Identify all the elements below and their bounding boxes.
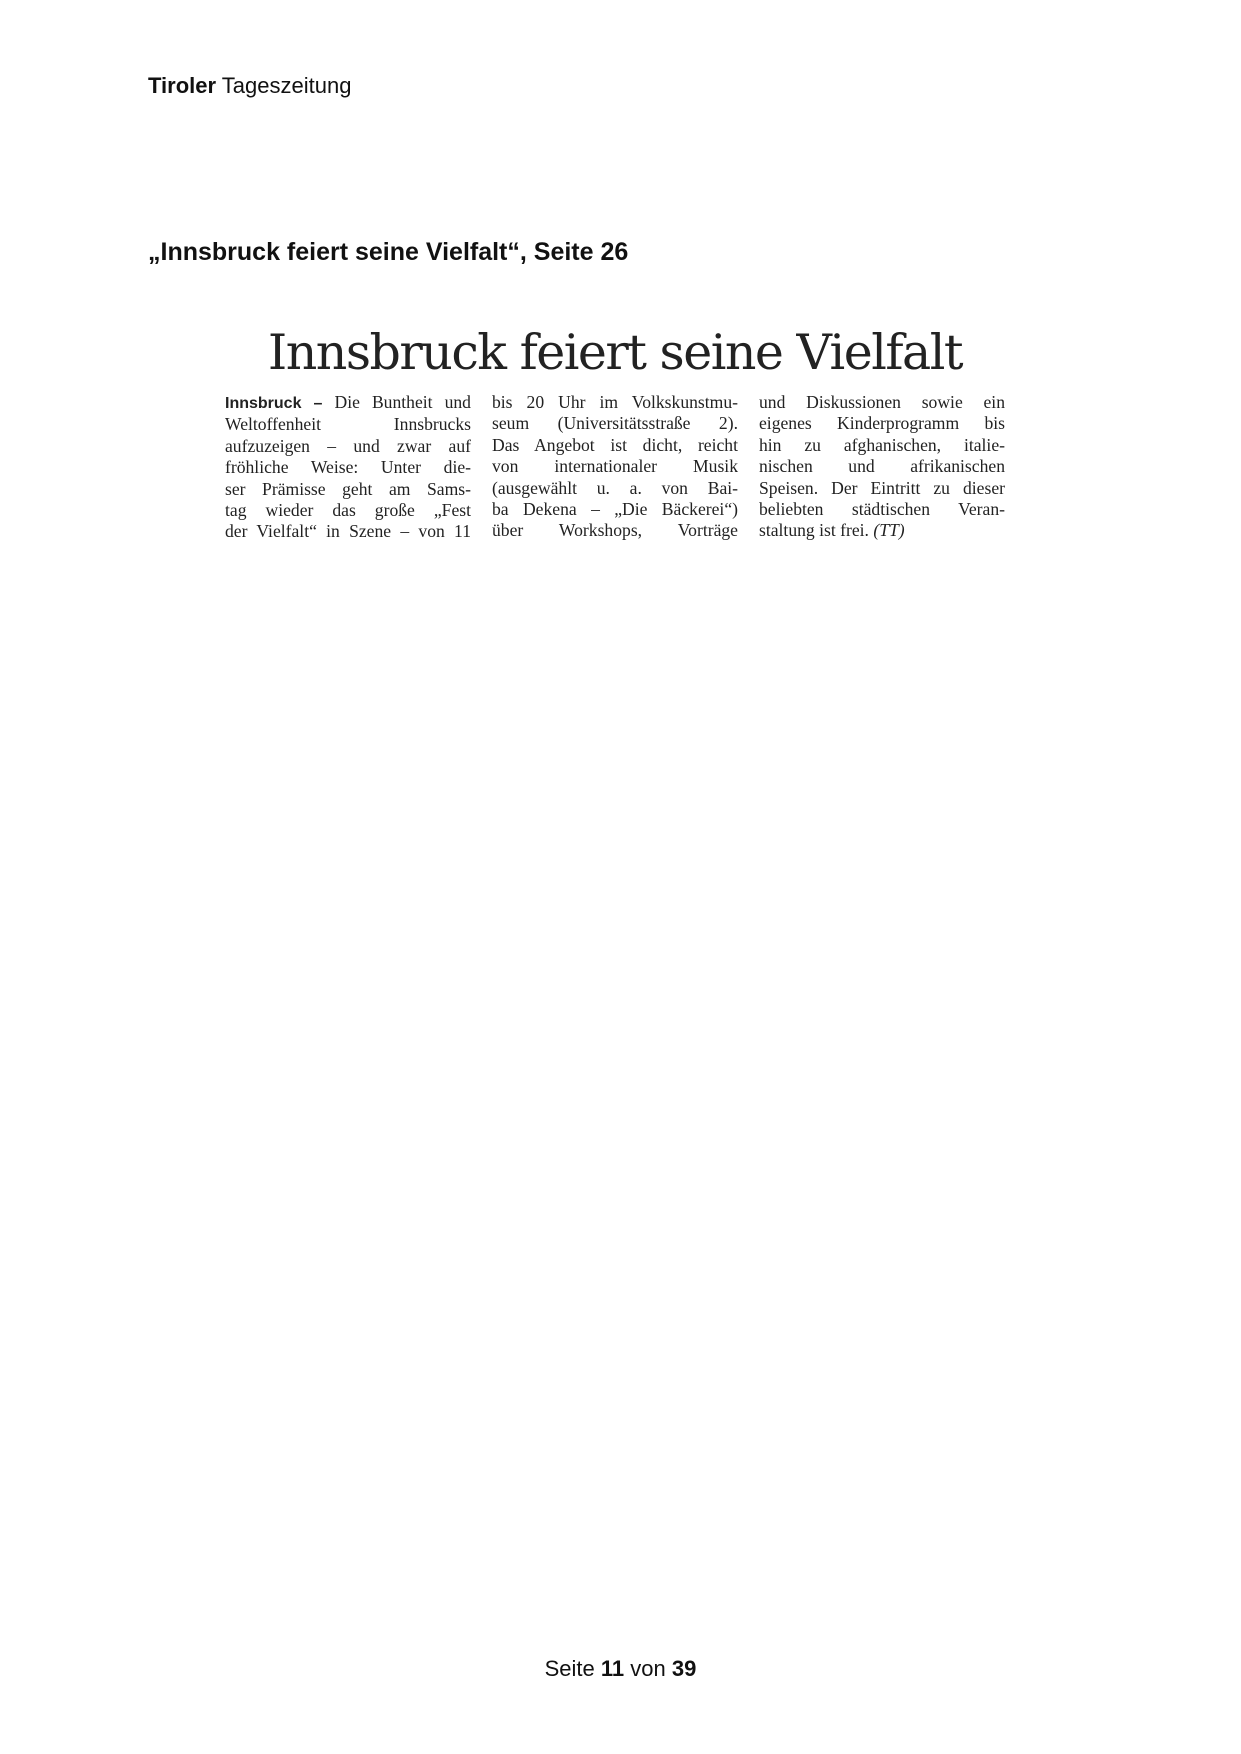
clipping-headline: Innsbruck feiert seine Vielfalt [267,324,963,381]
column-line: beliebten städtischen Veran- [759,499,1005,520]
column-line: von internationaler Musik [492,456,738,477]
column-line: tag wieder das große „Fest [225,500,471,521]
page-number [0,1655,1241,1683]
column-line: ba Dekena – „Die Bäckerei“) [492,499,738,520]
column-line: Weltoffenheit Innsbrucks [225,414,471,435]
column-line: (ausgewählt u. a. von Bai- [492,477,738,498]
column-line: Speisen. Der Eintritt zu dieser [759,477,1005,498]
newspaper-name-regular: Tageszeitung [221,73,352,98]
dateline: Innsbruck – [225,395,323,412]
clipping-columns [225,392,1005,543]
newspaper-clipping [225,322,1005,543]
column-line-text: staltung ist frei. [759,520,869,541]
page-number-prefix: Seite [544,1656,595,1681]
column-line: über Workshops, Vorträge [492,520,738,541]
column-line-text: Die Buntheit und [334,392,471,412]
column-line: der Vielfalt“ in Szene – von 11 [225,521,471,542]
column-line: bis 20 Uhr im Volkskunstmu- [492,392,738,412]
newspaper-name [148,72,351,100]
column-line [225,392,471,414]
column-line: hin zu afghanischen, italie- [759,434,1005,455]
current-page: 11 [600,1656,625,1681]
clipping-column-3 [759,392,1005,543]
clipping-column-2 [492,392,738,543]
column-line: und Diskussionen sowie ein [759,392,1005,412]
page-number-separator: von [630,1656,666,1681]
total-pages: 39 [671,1656,697,1681]
column-line: ser Prämisse geht am Sams- [225,478,471,499]
newspaper-name-bold: Tiroler [148,73,217,98]
clipping-column-1 [225,392,471,543]
column-line: aufzuzeigen – und zwar auf [225,435,471,456]
column-line: seum (Universitätsstraße 2). [492,413,738,434]
column-line: Das Angebot ist dicht, reicht [492,434,738,455]
column-line: eigenes Kinderprogramm bis [759,413,1005,434]
column-line: fröhliche Weise: Unter die- [225,457,471,478]
article-reference-title: „Innsbruck feiert seine Vielfalt“, Seite 26 [148,238,629,266]
column-line: nischen und afrikanischen [759,456,1005,477]
column-line [759,520,1005,541]
author-credit: (TT) [873,520,905,541]
